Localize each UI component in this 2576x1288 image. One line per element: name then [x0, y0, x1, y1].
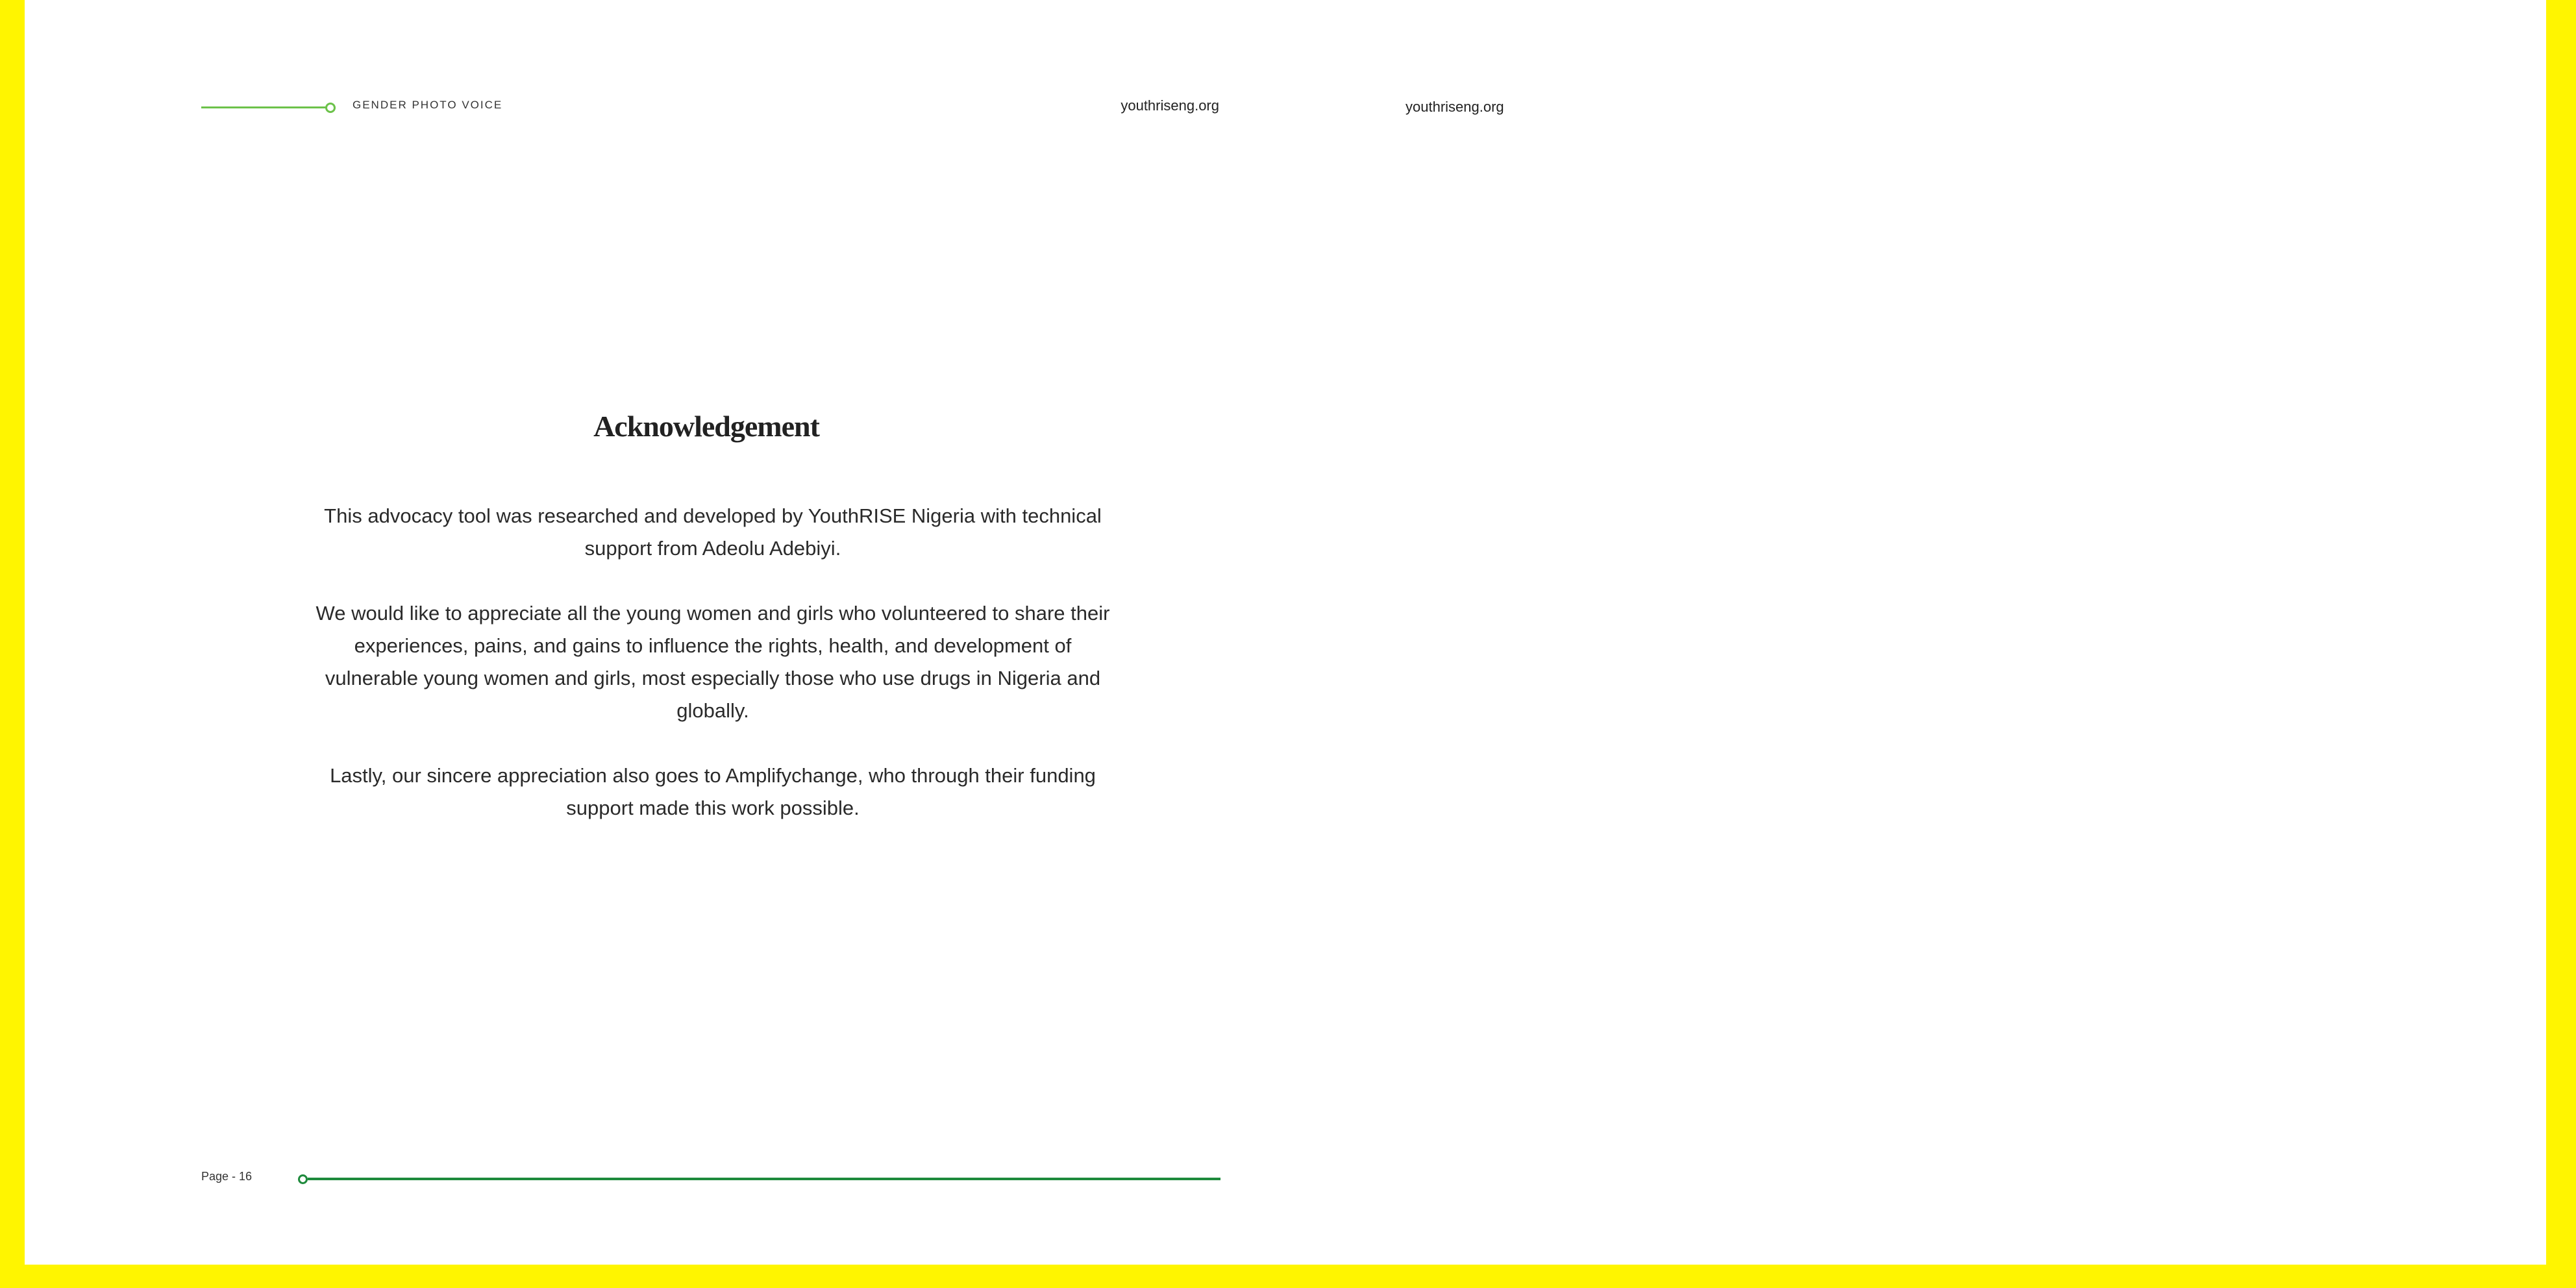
footer-accent-line [308, 1178, 1220, 1180]
page-heading: Acknowledgement [593, 410, 819, 443]
website-link-left[interactable]: youthriseng.org [1121, 97, 1219, 114]
footer-accent-dot [298, 1174, 308, 1184]
document-page [25, 0, 2546, 1265]
paragraph-1: This advocacy tool was researched and developed by YouthRISE Nigeria with technical support from Adeolu Adebiyi. [324, 504, 1102, 560]
paragraph-3: Lastly, our sincere appreciation also goes to Amplifychange, who through their funding support made this work possible. [330, 764, 1096, 819]
page-number: Page - 16 [201, 1170, 253, 1183]
section-title: GENDER PHOTO VOICE [353, 99, 503, 111]
header-accent-line [201, 106, 328, 108]
header-accent-dot [325, 103, 336, 113]
website-link-right[interactable]: youthriseng.org [1406, 99, 1504, 115]
paragraph-2: We would like to appreciate all the young women and girls who volunteered to share their experiences, pains, and gains to influence the rights, health, and development of vulnerable young women and girls, most especially those who use drugs in Nigeria and globally. [316, 602, 1110, 722]
